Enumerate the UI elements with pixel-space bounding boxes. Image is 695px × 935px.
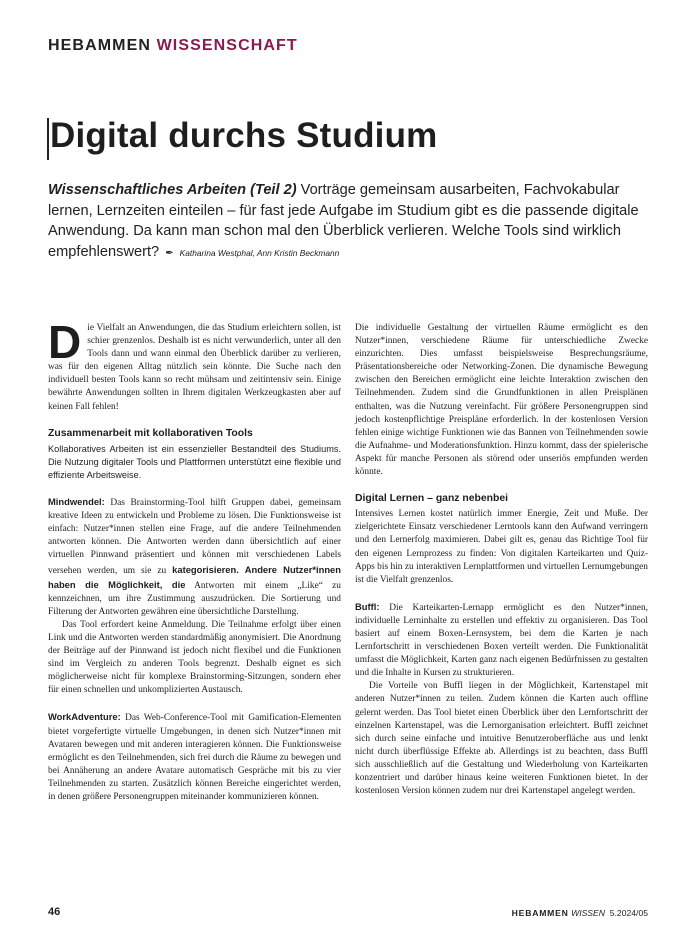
- header-brand: HEBAMMEN: [48, 37, 152, 54]
- column-left: [48, 316, 342, 804]
- label-buffl: Buffl:: [355, 600, 380, 612]
- footer-brand-2: WISSEN: [571, 908, 605, 918]
- paragraph-workadventure: [48, 710, 341, 804]
- drop-cap: D: [48, 316, 82, 368]
- text-buffl: Die Karteikarten-Lernapp ermöglicht es den Nutzer*innen, individuelle Lerninhalte zu erstellen und effektiv zu organisieren. Das Tool basiert auf einem Boxen-Lernsystem, bei dem die Karten je nach Lernfortschritt in verschiedenen Boxen verteilt werden. Die Funktionalität umfasst die Möglichkeit, Karten ganz nach eigenen Bedürfnissen zu gestalten und die Inhalte in Kursen zu strukturieren.: [355, 602, 648, 679]
- footer-brand: HEBAMMEN: [511, 908, 569, 918]
- paragraph-zusammenarbeit: Kollaboratives Arbeiten ist ein essenzieller Bestandteil des Studiums. Die Nutzung digitaler Tools und Plattformen unterstützt eine flexible und effiziente Arbeitsweise.: [48, 443, 341, 480]
- lead-kicker: Wissenschaftliches Arbeiten (Teil 2): [48, 182, 297, 198]
- paragraph-buffl: [355, 600, 648, 681]
- paragraph-mindwendel: [48, 495, 341, 619]
- pen-icon: ✒: [165, 247, 174, 259]
- section-header: [48, 37, 298, 55]
- paragraph-buffl-2: Die Vorteile von Buffl liegen in der Möglichkeit, Kartenstapel mit anderen Nutzer*innen zu teilen. Zudem können die Karten auch offline gelernt werden. Das Tool bietet einen Überblick über den Lernfortschritt der einzelnen Kartenstapel, was die Lernorganisation erleichtert. Buffl zeichnet sich durch seine einfache und intuitive Benutzeroberfläche aus und lenkt nicht durch überflüssige Effekte ab. Allerdings ist zu beachten, dass Buffl sich ausschließlich auf die Gestaltung und Wiederholung von Karteikarten konzentriert und darüber hinaus keine weiteren Funktionen bietet. In der kostenlosen Version können zudem nur drei Kartenstapel angelegt werden.: [355, 681, 648, 797]
- text-mindwendel-strong: kategorisieren. Andere Nutzer*innen haben die Möglichkeit, die: [48, 563, 341, 590]
- column-right: [355, 322, 648, 798]
- paragraph-lernen: Intensives Lernen kostet natürlich immer Energie, Zeit und Muße. Der zielgerichtete Einsatz verschiedener Lerntools kann den Aufwand verringern und den Lernerfolg maximieren. Dabei gilt es, genau das Richtige Tool für den eigenen Lernprozess zu finden: Von digitalen Karteikarten und Quiz-Apps bis hin zu interaktiven Lernplattformen und virtuellen Lernumgebungen ist die Vielfalt grenzenlos.: [355, 509, 648, 585]
- paragraph-mindwendel-2: Das Tool erfordert keine Anmeldung. Die Teilnahme erfolgt über einen Link und die Antworten werden standardmäßig anonymisiert. Die Anordnung der Beiträge auf der Pinnwand ist jedoch nicht flexibel und die Funktionen sind im Vergleich zu anderen Tools begrenzt. Deshalb eignet es sich möglicherweise nicht für komplexe Brainstorming-Sitzungen, sondern eher für einen schnellen und unkomplizierten Austausch.: [48, 619, 341, 696]
- footer-magazine: [512, 908, 648, 918]
- lead-authors: Katharina Westphal, Ann Kristin Beckmann: [179, 247, 340, 258]
- intro-text: ie Vielfalt an Anwendungen, die das Studium erleichtern sollen, ist schier grenzenlos. Deshalb ist es nicht verwunderlich, unter all den Tools dann und wann einmal den Überblick darüber zu verlieren, was für den eigenen Alltag nützlich sein könnte. Die Suche nach den individuell besten Tools kann so recht mühsam und zeitintensiv sein. Einige bewährte Anwendungen sollten in Ihrem digitalen Werkzeugkasten aber auf keinen Fall fehlen!: [48, 323, 341, 412]
- heading-lernen: Digital Lernen – ganz nebenbei: [355, 493, 508, 505]
- text-mindwendel-2: Antworten mit einem „Like“ zu kennzeichnen, um ihre Zustimmung auszudrücken. Die Sortierung und Filterung der Antworten gewähren eine übersichtliche Darstellung.: [48, 580, 341, 617]
- lead-text: Vorträge gemeinsam ausarbeiten, Fachvokabular lernen, Lernzeiten einteilen – für fast jede Aufgabe im Studium gibt es die passende digitale Anwendung. Da kann man schon mal den Überblick verlieren. Welche Tools sind wirklich empfehlenswert?: [48, 182, 639, 260]
- text-workadventure: Das Web-Conference-Tool mit Gamification-Elementen bietet vorgefertigte virtuelle Umgebungen, in denen sich Nutzer*innen mit Avataren bewegen und mit anderen interagieren können. Die Funktionsweise ermöglicht es den Teilnehmenden, sich frei durch die Räume zu bewegen und bei Annäherung an andere Avatare automatisch Gespräche mit bis zu vier Teilnehmenden zu starten. Zusätzlich können Bereiche eingerichtet werden, in denen größere Personengruppen miteinander kommunizieren können.: [48, 713, 342, 802]
- header-section: WISSENSCHAFT: [156, 37, 298, 54]
- footer-issue: 5.2024/05: [609, 908, 648, 918]
- text-mindwendel-1: Das Brainstorming-Tool hilft Gruppen dabei, gemeinsam kreative Ideen zu entwickeln und Probleme zu lösen. Die Funktionsweise ist einfach: Nutzer*innen stellen eine Frage, auf die andere Teilnehmenden antworten können. Die Antworten werden dann übersichtlich auf einer virtuellen Pinnwand präsentiert und können mit verschiedenen Labels versehen werden, um sie zu: [48, 498, 342, 576]
- heading-zusammenarbeit: Zusammenarbeit mit kollaborativen Tools: [48, 427, 253, 439]
- article-lead: [48, 180, 648, 264]
- intro-paragraph: [48, 316, 341, 414]
- article-title: Digital durchs Studium: [50, 116, 438, 155]
- title-rule: [47, 118, 49, 160]
- label-workadventure: WorkAdventure:: [48, 711, 121, 723]
- page-number: 46: [48, 906, 61, 918]
- label-mindwendel: Mindwendel:: [48, 496, 105, 508]
- paragraph-gestaltung: Die individuelle Gestaltung der virtuellen Räume ermöglicht es den Nutzer*innen, verschiedene Räume für unterschiedliche Zwecke einzurichten. Dies umfasst beispielsweise Besprechungsräume, Präsentationsbereiche oder Networking-Zonen. Die dynamische Bewegung zwischen den Bereichen ermöglicht eine leichte Interaktion zwischen den Teilnehmenden. Zudem sind die Grundfunktionen in allen Preisplänen enthalten, was die Nutzung vereinfacht. Für größere Personengruppen sind jedoch kostenpflichtige Preispläne erforderlich. In der kostenlosen Version fehlen einige wichtige Funktionen wie das Bannen von Teilnehmenden sowie die Aufnahme- und Moderationsfunktion. Hinzu kommt, dass der spielerische Aspekt für manche Personen als störend oder unseriös empfunden werden könnte.: [355, 323, 648, 478]
